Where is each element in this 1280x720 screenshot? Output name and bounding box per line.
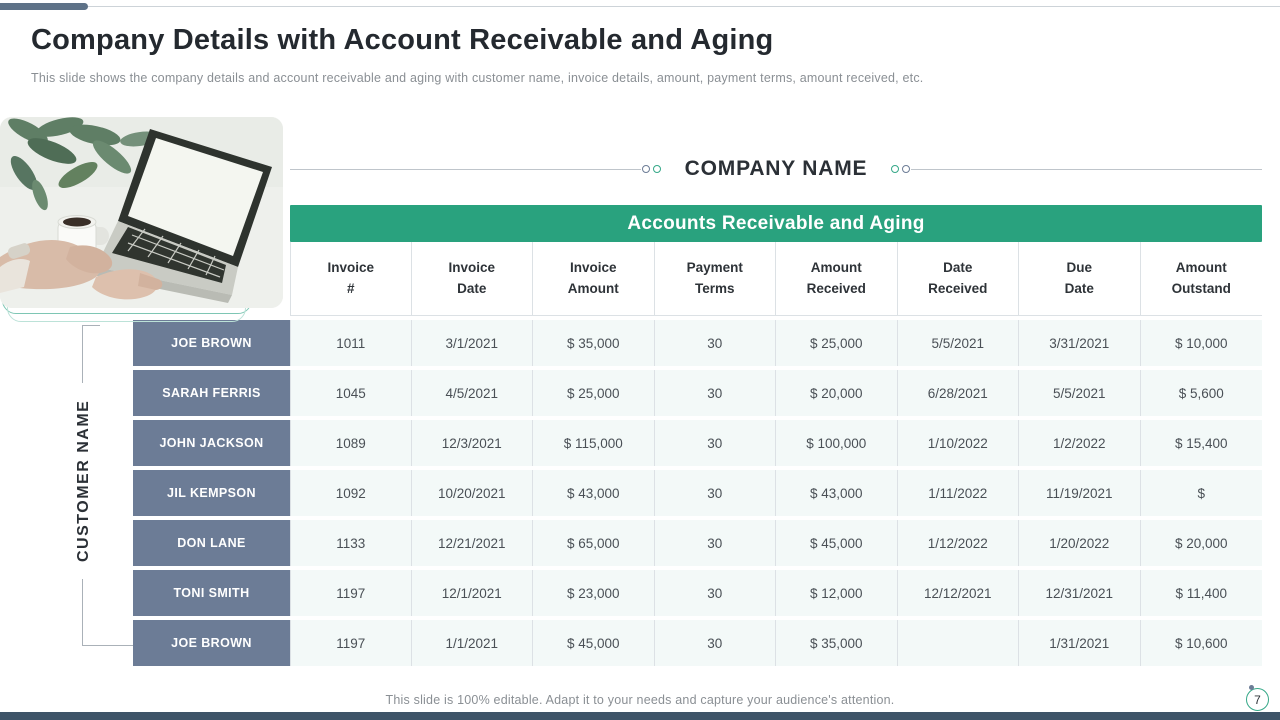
table-cell: 12/21/2021 <box>412 520 534 566</box>
footer-note: This slide is 100% editable. Adapt it to your needs and capture your audience's attention. <box>385 693 895 707</box>
customer-name-cell: SARAH FERRIS <box>133 370 290 416</box>
table-cell: 3/31/2021 <box>1019 320 1141 366</box>
table-cell: $ 45,000 <box>776 520 898 566</box>
table-cell: $ 11,400 <box>1141 570 1263 616</box>
page-number-badge: 7 <box>1246 688 1269 711</box>
table-cell: 1092 <box>290 470 412 516</box>
table-cell: $ 43,000 <box>533 470 655 516</box>
column-header: Invoice Date <box>412 242 534 316</box>
table-cell: 1/10/2022 <box>898 420 1020 466</box>
table-cell: 12/3/2021 <box>412 420 534 466</box>
customer-name-cell: JOHN JACKSON <box>133 420 290 466</box>
table-cell: 30 <box>655 520 777 566</box>
table-cell: 1089 <box>290 420 412 466</box>
table-cell: $ 10,000 <box>1141 320 1263 366</box>
table-cell: $ 23,000 <box>533 570 655 616</box>
table-cell: 1197 <box>290 570 412 616</box>
table-cell: $ 5,600 <box>1141 370 1263 416</box>
table-cell: 12/12/2021 <box>898 570 1020 616</box>
photo-laptop-workspace <box>0 117 283 308</box>
top-divider-line <box>0 6 1280 7</box>
table-cell: $ 25,000 <box>776 320 898 366</box>
table-cell: 1/20/2022 <box>1019 520 1141 566</box>
table-cell: $ 45,000 <box>533 620 655 666</box>
decor-circle-teal-left <box>653 165 661 173</box>
column-header: Due Date <box>1019 242 1141 316</box>
table-cell: $ 12,000 <box>776 570 898 616</box>
column-header: Amount Received <box>776 242 898 316</box>
table-cell: 4/5/2021 <box>412 370 534 416</box>
table-cell: $ 100,000 <box>776 420 898 466</box>
laptop-photo-illustration <box>0 117 283 308</box>
table-cell: 30 <box>655 370 777 416</box>
column-header: Invoice Amount <box>533 242 655 316</box>
column-header: Invoice # <box>290 242 412 316</box>
table-title-banner: Accounts Receivable and Aging <box>290 205 1262 242</box>
table-cell: 1133 <box>290 520 412 566</box>
table-cell: 1/1/2021 <box>412 620 534 666</box>
customer-name-axis-label: CUSTOMER NAME <box>68 383 100 579</box>
decor-circle-slate-right <box>902 165 910 173</box>
table-cell: $ 20,000 <box>1141 520 1263 566</box>
customer-name-cell: DON LANE <box>133 520 290 566</box>
table-cell: 6/28/2021 <box>898 370 1020 416</box>
customer-name-cell: JOE BROWN <box>133 320 290 366</box>
decor-circle-slate-left <box>642 165 650 173</box>
company-rule-right <box>911 169 1262 170</box>
table-cell: $ 35,000 <box>533 320 655 366</box>
company-rule-left <box>290 169 641 170</box>
table-cell: 12/31/2021 <box>1019 570 1141 616</box>
table-cell: $ 25,000 <box>533 370 655 416</box>
column-header: Amount Outstand <box>1141 242 1263 316</box>
bottom-accent-bar <box>0 712 1280 720</box>
table-cell: 1/12/2022 <box>898 520 1020 566</box>
company-name-header <box>290 154 1262 184</box>
table-cell: 30 <box>655 420 777 466</box>
table-cell: 1045 <box>290 370 412 416</box>
table-cell: 10/20/2021 <box>412 470 534 516</box>
page-subtitle: This slide shows the company details and account receivable and aging with customer name, invoice details, amount, payment terms, amount received, etc. <box>31 71 924 85</box>
table-cell: 1/2/2022 <box>1019 420 1141 466</box>
table-cell: $ 35,000 <box>776 620 898 666</box>
table-cell: 1/31/2021 <box>1019 620 1141 666</box>
column-header: Payment Terms <box>655 242 777 316</box>
table-cell: 1011 <box>290 320 412 366</box>
table-cell: 1197 <box>290 620 412 666</box>
table-cell: $ 65,000 <box>533 520 655 566</box>
table-cell: $ <box>1141 470 1263 516</box>
company-name-label: COMPANY NAME <box>684 157 868 180</box>
top-accent-bar <box>0 3 88 10</box>
customer-bracket-top <box>82 325 100 326</box>
accounts-receivable-table <box>133 242 1262 666</box>
table-cell: $ 15,400 <box>1141 420 1263 466</box>
customer-name-cell: JIL KEMPSON <box>133 470 290 516</box>
table-cell: $ 20,000 <box>776 370 898 416</box>
table-cell: 3/1/2021 <box>412 320 534 366</box>
table-cell: 5/5/2021 <box>1019 370 1141 416</box>
table-cell: 30 <box>655 620 777 666</box>
table-cell: 30 <box>655 320 777 366</box>
table-cell: 1/11/2022 <box>898 470 1020 516</box>
table-cell: $ 10,600 <box>1141 620 1263 666</box>
decor-circle-teal-right <box>891 165 899 173</box>
column-header: Date Received <box>898 242 1020 316</box>
table-cell: 5/5/2021 <box>898 320 1020 366</box>
page-badge-dot <box>1249 685 1254 690</box>
table-cell: 30 <box>655 470 777 516</box>
customer-name-cell: JOE BROWN <box>133 620 290 666</box>
table-cell: 11/19/2021 <box>1019 470 1141 516</box>
customer-bracket-bottom <box>82 645 133 646</box>
table-cell: $ 115,000 <box>533 420 655 466</box>
customer-name-cell: TONI SMITH <box>133 570 290 616</box>
page-title: Company Details with Account Receivable and Aging <box>31 24 774 56</box>
table-cell <box>898 620 1020 666</box>
table-cell: 12/1/2021 <box>412 570 534 616</box>
table-cell: 30 <box>655 570 777 616</box>
table-cell: $ 43,000 <box>776 470 898 516</box>
